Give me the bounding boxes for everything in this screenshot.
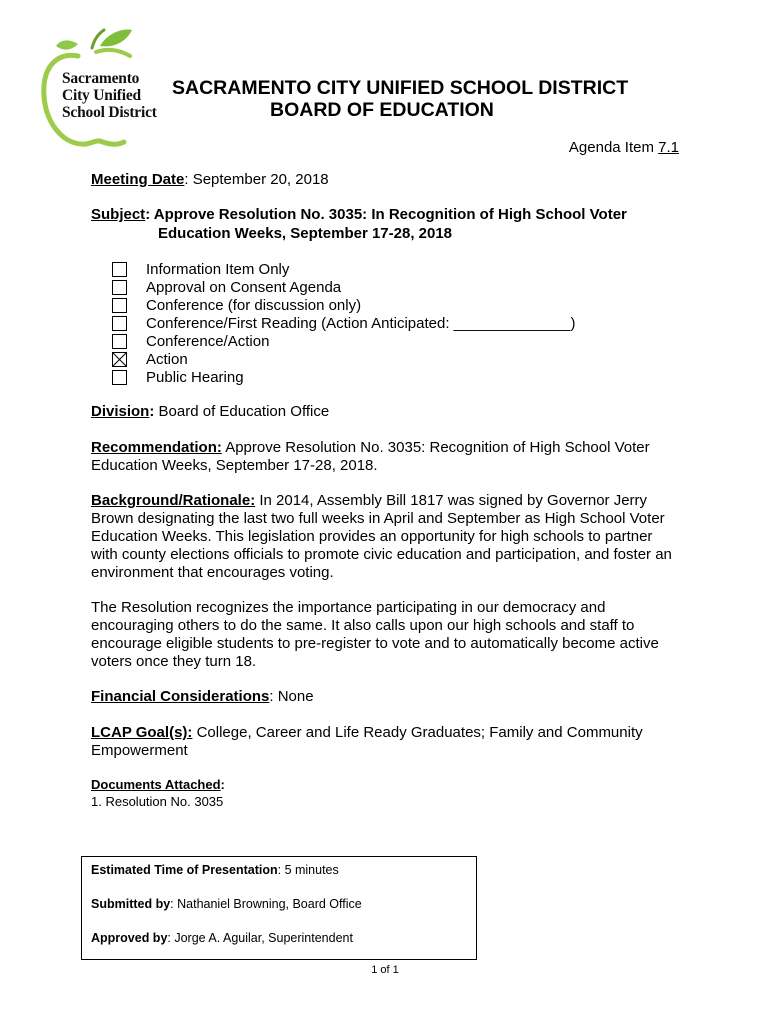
submitted-by [91, 897, 362, 911]
background-text: In 2014, Assembly Bill 1817 was signed by Governor Jerry Brown designating the last two full weeks in April and September as High School Voter Education Weeks. This legislation provides an opportunity for high schools to partner with county elections officials to promote civic education and participation, and foster an environment that encourages voting. [91, 492, 672, 581]
estimated-time-label: Estimated Time of Presentation [91, 863, 278, 877]
approved-by [91, 931, 353, 945]
checklist-label: Conference (for discussion only) [146, 296, 362, 314]
checklist-label: Conference/First Reading (Action Anticipated: ______________) [146, 314, 576, 332]
checklist-label: Conference/Action [146, 332, 270, 350]
division-value: Board of Education Office [154, 403, 330, 420]
subject-line-2: Education Weeks, September 17-28, 2018 [158, 225, 453, 242]
division [91, 403, 329, 421]
division-colon: : [149, 403, 155, 420]
documents-label: Documents Attached [91, 777, 221, 792]
estimated-time [91, 863, 339, 877]
agenda-item [569, 139, 679, 156]
meeting-date-value: : September 20, 2018 [184, 171, 329, 188]
logo-line-2: City Unified [62, 87, 141, 104]
financial-value: : None [269, 688, 314, 705]
documents-attached [91, 776, 225, 810]
background-label: Background/Rationale: [91, 492, 256, 509]
x-mark-icon [113, 353, 126, 366]
lcap-value: College, Career and Life Ready Graduates; Family and Community Empowerment [91, 724, 643, 759]
checklist-label: Information Item Only [146, 260, 290, 278]
agenda-item-number: 7.1 [658, 139, 679, 156]
approved-by-label: Approved by [91, 931, 168, 945]
submitted-by-value: : Nathaniel Browning, Board Office [170, 897, 362, 911]
page-number: 1 of 1 [371, 964, 399, 976]
checklist-item [112, 260, 575, 278]
meeting-date [91, 171, 329, 189]
lcap-goals [91, 724, 681, 760]
lcap-label: LCAP Goal(s): [91, 724, 193, 741]
checklist-item [112, 278, 575, 296]
checkbox[interactable] [112, 262, 127, 277]
division-label: Division [91, 403, 150, 420]
approved-by-value: : Jorge A. Aguilar, Superintendent [167, 931, 353, 945]
title-line-1: SACRAMENTO CITY UNIFIED SCHOOL DISTRICT [172, 77, 629, 99]
estimated-time-value: : 5 minutes [277, 863, 339, 877]
subject [91, 206, 627, 243]
checklist-label: Action [146, 350, 188, 368]
title-line-2: BOARD OF EDUCATION [270, 99, 494, 121]
checklist-item [112, 368, 575, 386]
district-logo [38, 26, 158, 150]
recommendation-label: Recommendation: [91, 439, 222, 456]
resolution-paragraph: The Resolution recognizes the importance participating in our democracy and encouraging others to do the same. It also calls upon our high schools and staff to encourage eligible students to pre-register to vote and to automatically become active voters once they turn 18. [91, 599, 659, 670]
checklist-item [112, 296, 575, 314]
checklist-item [112, 350, 575, 368]
checkbox[interactable] [112, 298, 127, 313]
checklist-label: Public Hearing [146, 368, 244, 386]
recommendation-text: Approve Resolution No. 3035: Recognition of High School Voter Education Weeks, September 17-28, 2018. [91, 439, 650, 474]
financial-label: Financial Considerations [91, 688, 270, 705]
logo-line-1: Sacramento [62, 70, 140, 87]
subject-label: Subject [91, 206, 146, 223]
agenda-item-label: Agenda Item [568, 139, 659, 156]
financial-considerations [91, 688, 314, 706]
background-rationale [91, 492, 681, 582]
agenda-type-checklist [112, 260, 575, 386]
subject-line-1: : Approve Resolution No. 3035: In Recognition of High School Voter [145, 206, 627, 223]
document-item: 1. Resolution No. 3035 [91, 794, 224, 809]
checkbox[interactable] [112, 370, 127, 385]
submitted-by-label: Submitted by [91, 897, 171, 911]
checklist-item [112, 332, 575, 350]
presentation-info-box [81, 856, 477, 960]
checklist-item [112, 314, 575, 332]
checkbox[interactable] [112, 280, 127, 295]
recommendation [91, 439, 681, 475]
checkbox[interactable] [112, 316, 127, 331]
checklist-label: Approval on Consent Agenda [146, 278, 342, 296]
documents-colon: : [220, 777, 225, 792]
logo-line-3: School District [62, 104, 157, 121]
checkbox-checked[interactable] [112, 352, 127, 367]
checkbox[interactable] [112, 334, 127, 349]
meeting-date-label: Meeting Date [91, 171, 185, 188]
